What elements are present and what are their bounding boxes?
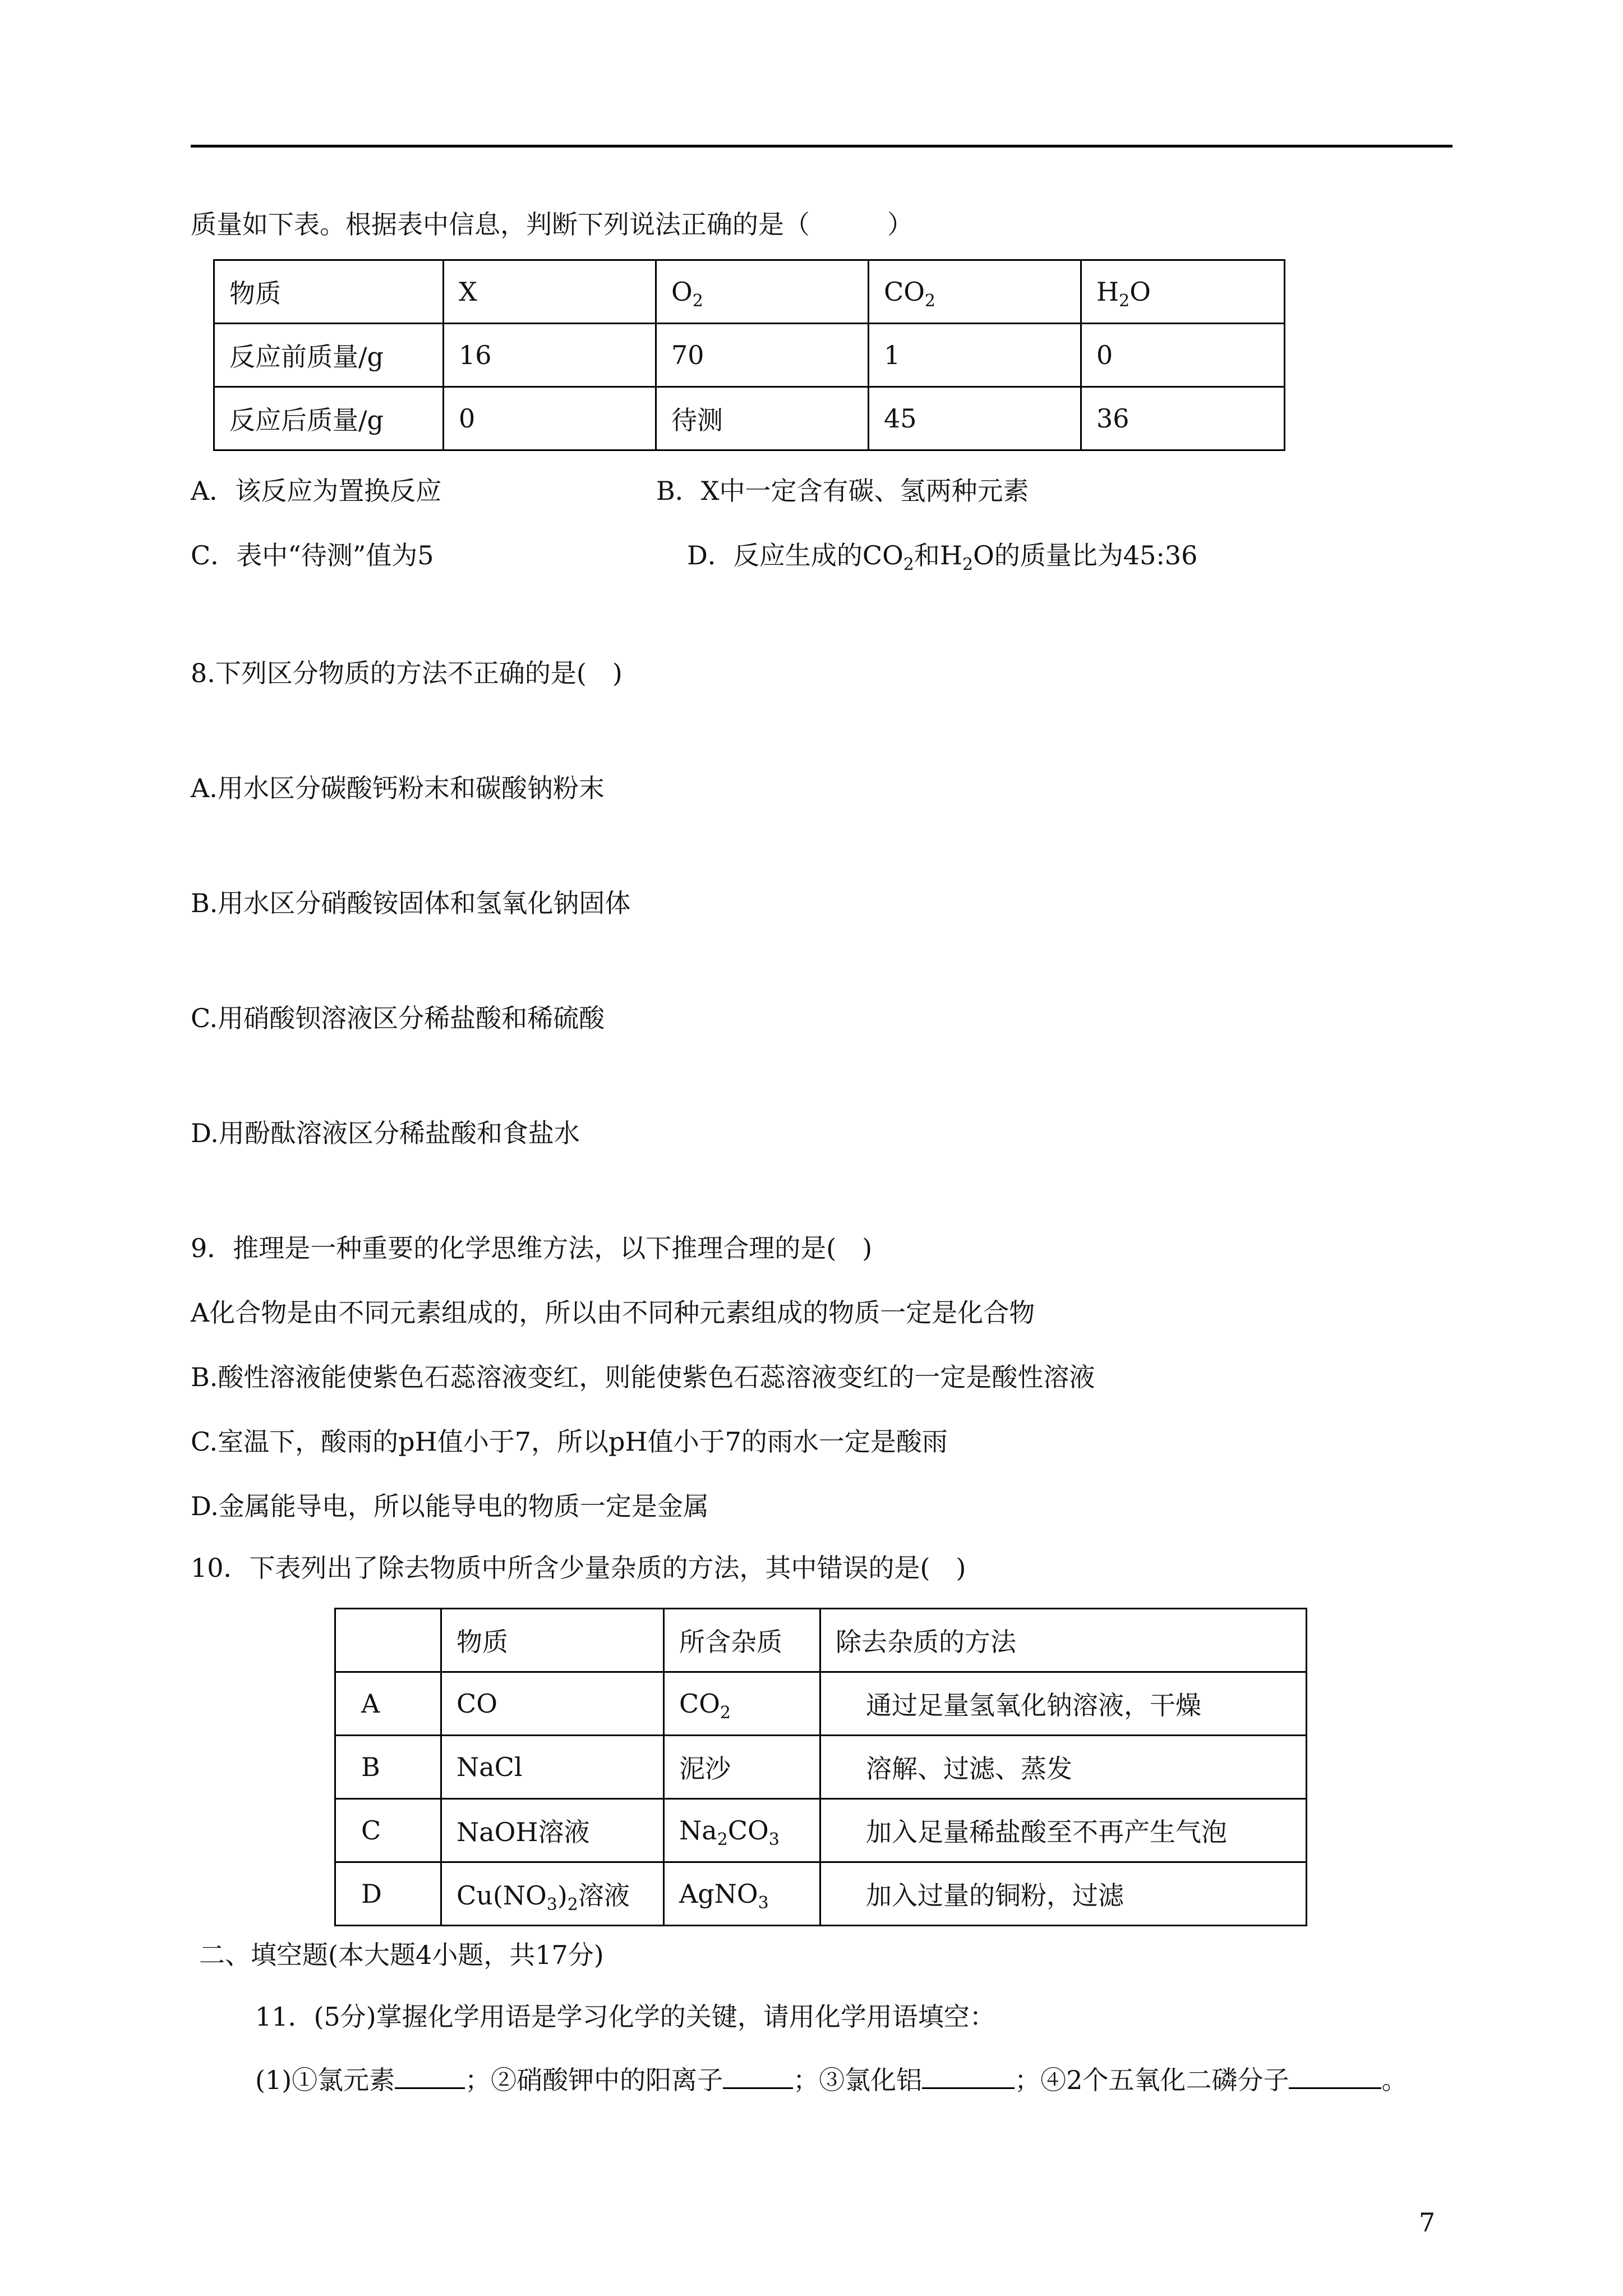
table-cell: 70 [656,324,869,387]
table-row [335,1799,1307,1862]
table-header-cell [335,1609,441,1672]
table-cell: 16 [444,324,656,387]
table-row [214,387,1285,450]
table-cell: $CO_2$ [664,1672,820,1736]
q8-option-a: A.用水区分碳酸钙粉末和碳酸钠粉末 [191,773,605,803]
table-cell: 反应前质量/g [214,324,444,387]
q11-fill-line: (1)①氯元素 ；②硝酸钾中的阳离子 ；③氯化铝 ；④2个五氧化二磷分子 。 [255,2065,1408,2095]
table-cell: 通过足量氢氧化钠溶液，干燥 [820,1672,1307,1736]
table-cell: 泥沙 [664,1736,820,1799]
q11-stem: 11．(5分)掌握化学用语是学习化学的关键，请用化学用语填空： [255,2001,995,2032]
table-cell: 0 [1081,324,1285,387]
q7-option-d: D．反应生成的$CO_2$和$H_2O$的质量比为45:36 [687,540,1198,574]
q9-option-a: A化合物是由不同元素组成的，所以由不同种元素组成的物质一定是化合物 [191,1297,1035,1328]
table-header-cell: $H_2O$ [1081,260,1285,324]
table-row [335,1862,1307,1926]
table-header-cell: 所含杂质 [664,1609,820,1672]
answer-blank[interactable] [723,2064,793,2089]
table-header-cell: 物质 [214,260,444,324]
q7-option-c: C．表中“待测”值为5 [191,540,434,570]
table-cell: 待测 [656,387,869,450]
table-cell: AgNO$_3$ [664,1862,820,1926]
q7-table [213,259,1285,451]
q9-option-d: D.金属能导电，所以能导电的物质一定是金属 [191,1491,709,1521]
section-heading: 二、填空题(本大题4小题，共17分) [199,1940,604,1970]
q9-stem: 9．推理是一种重要的化学思维方法，以下推理合理的是( ) [191,1233,873,1263]
q9-option-c: C.室温下，酸雨的pH值小于7，所以pH值小于7的雨水一定是酸雨 [191,1427,948,1457]
table-cell: 0 [444,387,656,450]
table-cell: C [335,1799,441,1862]
answer-blank[interactable] [395,2064,465,2089]
answer-blank[interactable] [1289,2064,1381,2089]
table-row [214,260,1285,324]
table-cell: 1 [869,324,1081,387]
q7-stem: 质量如下表。根据表中信息，判断下列说法正确的是（ ） [191,209,913,240]
table-row [335,1609,1307,1672]
header-rule [191,145,1453,148]
q10-stem: 10．下表列出了除去物质中所含少量杂质的方法，其中错误的是( ) [191,1553,966,1583]
table-header-cell: 物质 [441,1609,664,1672]
q9-option-b: B.酸性溶液能使紫色石蕊溶液变红，则能使紫色石蕊溶液变红的一定是酸性溶液 [191,1362,1095,1392]
table-header-cell: 除去杂质的方法 [820,1609,1307,1672]
table-cell: B [335,1736,441,1799]
table-cell: 45 [869,387,1081,450]
table-header-cell: $CO_2$ [869,260,1081,324]
table-cell: 加入过量的铜粉，过滤 [820,1862,1307,1926]
q7-option-b: B．X中一定含有碳、氢两种元素 [656,476,1029,506]
table-cell: NaCl [441,1736,664,1799]
table-row [335,1672,1307,1736]
table-cell: 溶解、过滤、蒸发 [820,1736,1307,1799]
table-cell: D [335,1862,441,1926]
table-row [335,1736,1307,1799]
table-cell: 36 [1081,387,1285,450]
page-number: 7 [1419,2207,1436,2238]
table-header-cell: X [444,260,656,324]
q8-option-d: D.用酚酞溶液区分稀盐酸和食盐水 [191,1118,580,1148]
q7-option-a: A．该反应为置换反应 [191,476,442,506]
q10-table [334,1608,1307,1926]
table-cell: A [335,1672,441,1736]
table-cell: $Na_2CO_3$ [664,1799,820,1862]
q8-stem: 8.下列区分物质的方法不正确的是( ) [191,658,623,688]
q8-option-b: B.用水区分硝酸铵固体和氢氧化钠固体 [191,888,631,918]
table-cell: NaOH溶液 [441,1799,664,1862]
table-cell: 反应后质量/g [214,387,444,450]
table-cell: $Cu(NO_3)_2$溶液 [441,1862,664,1926]
table-header-cell: $O_2$ [656,260,869,324]
table-cell: 加入足量稀盐酸至不再产生气泡 [820,1799,1307,1862]
answer-blank[interactable] [922,2064,1015,2089]
q8-option-c: C.用硝酸钡溶液区分稀盐酸和稀硫酸 [191,1003,605,1033]
table-row [214,324,1285,387]
table-cell: CO [441,1672,664,1736]
